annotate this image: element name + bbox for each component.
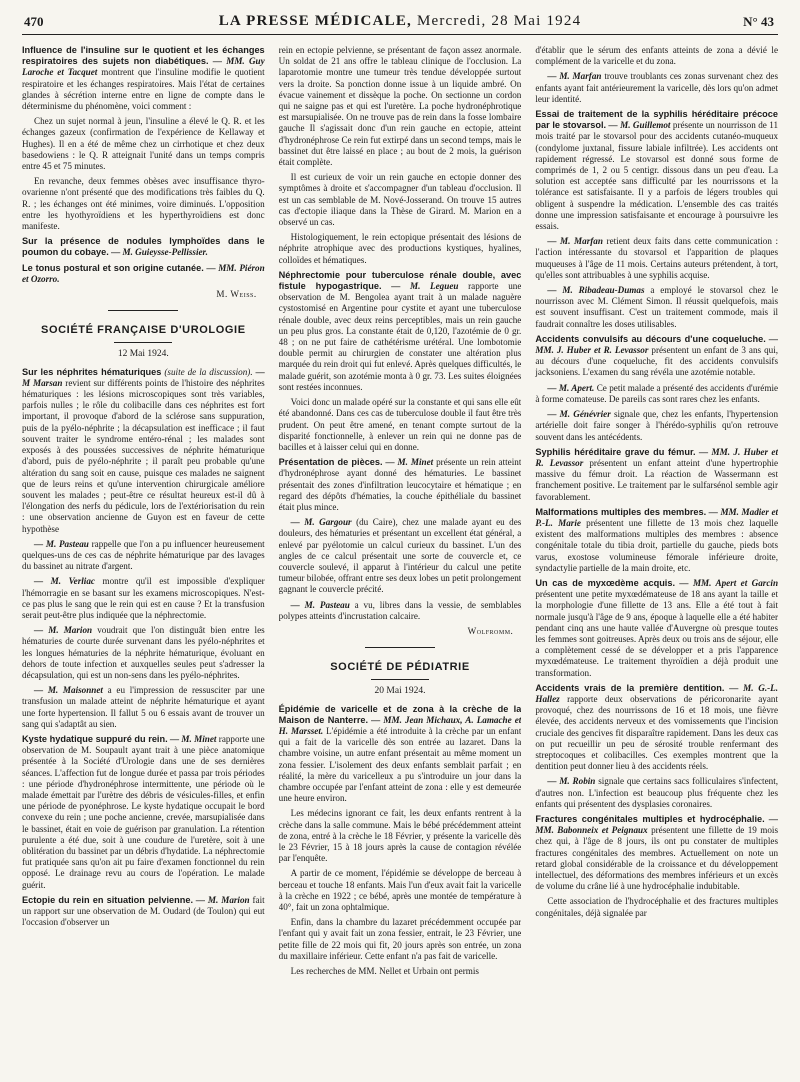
article-authors: — M. Minet bbox=[385, 457, 434, 468]
speaker: — M. Gargour bbox=[290, 517, 352, 528]
article-heading: Sur les néphrites hématuriques bbox=[22, 366, 162, 377]
article-text: rapporte deux observations de péricoronarite ayant provoqué, chez des nourrissons de 16 et 18 mois, une fièvre élevée, des accidents nerveux et des vomissements que l'incision cruciale des gencives fit disparaître rapidement. Dans les deux cas on put recueillir un peu de sérosité trouble renfermant des streptocoques et colibacilles. Ces exemples montrent que la dentition peut donner lieu à des accidents réels. bbox=[535, 693, 778, 772]
article-authors: — MM. J. Huber et R. Levassor bbox=[535, 446, 778, 468]
speaker: — M. Apert. bbox=[547, 382, 595, 393]
speaker-text: montre qu'il est impossible d'expliquer l'hémorragie en se basant sur les examens microscopiques. N'est-ce pas plus le sang que le rein qui est en cause ? Et la transfusion serait peut-être plus indiquée que la néphrectomie. bbox=[22, 576, 265, 620]
article-kyste bbox=[22, 734, 265, 891]
article-text: présentent une fillette de 13 mois chez laquelle existent des malformations multiples des membres : absence congénitale totale du tibia droit, partielle du gauche, pieds bots varus, exostose volumineuse fémorale inférieure droite, syndactylie partielle de la main droite, etc. bbox=[535, 517, 778, 573]
paragraph bbox=[535, 236, 778, 281]
paragraph: Chez un sujet normal à jeun, l'insuline a élevé le Q. R. et les échanges gazeux (confirmation de l'expérience de Kellaway et Hughes). Il en a été de même chez un cirrhotique et chez deux basedowiens : le Q. R atteignait l'unité dans un temps compris entre 45 et 75 minutes. bbox=[22, 116, 265, 172]
speaker-text: a employé le stovarsol chez le nourrisson avec M. Clément Simon. Il réussit quelquefois, mais est souvent insuffisant. C'est un traitement commode, mais il faudrait connaître les doses utilisables. bbox=[535, 285, 778, 329]
divider bbox=[365, 647, 435, 648]
paragraph bbox=[22, 685, 265, 730]
article-syphilis-femur bbox=[535, 447, 778, 503]
article-authors: — M Marsan bbox=[22, 366, 265, 388]
article-heading: Néphrectomie pour tuberculose rénale double, avec fistule hypogastrique. bbox=[278, 269, 522, 292]
text-columns bbox=[22, 45, 778, 1080]
paragraph: Voici donc un malade opéré sur la constante et qui sans elle eût été abandonné. Dans ces cas de tuberculose double il faut être très prudent. On peut être amené, en tenant compte surtout de la disparité fonctionnelle, à enlever un rein qui ne donne pas de bacilles et à laisser celui qui en donne. bbox=[278, 397, 522, 452]
article-text: L'épidémie a été introduite à la crèche par un enfant qui a fait de la varicelle dès son entrée au lazaret. Dans la chambre voisine, un autre enfant présentait au même moment un zona fessier. L'isolement des deux enfants semblait parfait ; en réalité, la mère du varicelleux a pu s'introduire un jour dans la chambre occupée par l'enfant atteint de zona : elle y est demeurée une heure environ. bbox=[278, 725, 522, 804]
article-heading: Le tonus postural et son origine cutanée. bbox=[22, 262, 204, 273]
article-text: rapporte une observation de M. Soupault ayant trait à une pièce anatomique présentée à la Société d'Urologie dans une de ses dernières séances. L'affection fut de longue durée et passa par trois périodes : une période d'hydronéphrose intermittente, une période où le malade émettait par l'urètre des débris de vésicules-filles, et enfin une période de pyonéphrose. Le kyste hydatique occupait le bord convexe du rein ; une poche ancienne, crevée, marsupialisée dans le bassinet, était en voie de guérison par granulation. La rétention purulente a été due, soit à une coudure de l'uretère, soit à une oblitération du bassinet par un débris d'hydatide. La néphrectomie fut pratiquée sans qu'on ait pu faire d'examen fonctionnel du rein opposé. Le drainage revu au cours de l'opération. Le malade guérit. bbox=[22, 733, 265, 890]
speaker: — M. Marion bbox=[34, 625, 93, 636]
article-heading: Syphilis héréditaire grave du fémur. bbox=[535, 446, 696, 457]
issue-date: Mercredi, 28 Mai 1924 bbox=[416, 13, 582, 29]
article-text: présente un rein atteint d'hydronéphrose ayant donné des hématuries. Le bassinet présentait des zones d'infiltration leucocytaire et hématique ; en regard des dépôts d'hématies, la couche épithéliale du bassinet était plus mince. bbox=[278, 457, 522, 512]
speaker: — M. Maisonnet bbox=[34, 685, 103, 696]
signature: Wolfromm. bbox=[467, 625, 514, 636]
speaker-text: Ce petit malade a présenté des accidents d'urémie à forme comateuse. De pareils cas sont rares chez les enfants. bbox=[535, 382, 778, 404]
speaker: — M. Verliac bbox=[34, 576, 95, 587]
article-text: présente un nourrisson de 11 mois traité par le stovarsol pour des accidents cutanéo-muqueux (condylome juxtanal, fissure labiale infiltrée). Les accidents ont rapidement régressé. Le stovarsol est donné sous forme de comprimés de 1, 2 ou 5 centigr. dissous dans un peu d'eau. La solution est acceptée sans difficulté par les nourrissons et la tolérance est satisfaisante. Il y a parfois de légers troubles qui obligent à suspendre la médication. L'ensemble des cas traités donne une impression satisfaisante et encourage à poursuivre les essais. bbox=[535, 120, 778, 232]
article-note: (suite de la discussion). bbox=[164, 366, 253, 377]
journal-masthead bbox=[22, 13, 778, 30]
article-text: rapporte une observation de M. Bengolea ayant trait à un malade naguère cystostomisé en Argentine pour cystite et ayant une tuberculose rénale double, avec deux reins perceptibles, mais un rein gauche un peu plus gros. La constante était de 0,120, l'azotémie de 0 gr. 48 ; on ne put faire de cathétérisme urétéral. Une lombotomie double permit au chirurgien de constater une altération plus marquée du rein droit qui fut enlevé. Après quelques difficultés, le malade guérit, son azotémie monta à 0 gr. 73. Les suites éloignées sont restées inconnues. bbox=[278, 281, 522, 392]
article-authors: — MM. Babonneix et Peignaux bbox=[535, 814, 778, 836]
speaker-text: retient deux faits dans cette communication : l'action intéressante du stovarsol et l'apparition de plaques muqueuses à l'âge de 11 mois. Certains auteurs prétendent, à tort, qu'elles sont attribuables à une syphilis acquise. bbox=[535, 236, 778, 280]
signature: M. Weiss. bbox=[216, 289, 257, 300]
section-date: 12 Mai 1924. bbox=[117, 349, 169, 360]
article-authors: — MM. Jean Michaux, A. Lamache et H. Marsset. bbox=[278, 714, 522, 736]
article-authors: — M. Guillemot bbox=[608, 120, 671, 131]
speaker: — M. Génévrier bbox=[547, 409, 611, 420]
paragraph: A partir de ce moment, l'épidémie se développe de berceau à berceau et touche 18 enfants. Mais l'un d'eux avait fait la varicelle à la crèche en 1922 ; ce bébé, après une montée de température à 40°, fait un zona ophtalmique. bbox=[278, 868, 522, 913]
speaker-text: rappelle que l'on a pu influencer heureusement quelques-uns de ces cas de néphrite hématurique par des lavages du bassinet au nitrate d'argent. bbox=[22, 538, 265, 572]
article-nephrectomie bbox=[279, 270, 522, 393]
speaker-text: voudrait que l'on distinguât bien entre les hématuries de courte durée survenant dans les pyélo-néphrites et les longues hématuries de la néphrite hématurique, évoluant en dehors de toute infection et auxquelles seules peut s'adresser la décapsulation, qui est un non-sens dans les pyélo-néphrites. bbox=[22, 625, 265, 680]
paragraph: Les recherches de MM. Nellet et Urbain ont permis bbox=[290, 966, 479, 977]
article-tonus bbox=[22, 263, 265, 285]
column-2 bbox=[279, 45, 522, 1080]
issue-number: N° 43 bbox=[743, 14, 774, 29]
speaker-text: signale que certains sacs folliculaires s'infectent, d'autres non. L'infection est beaucoup plus fréquente chez les enfants qui présentent des dysplasies coronaires. bbox=[535, 776, 778, 809]
paragraph: Cette association de l'hydrocéphalie et des fractures multiples congénitales, déjà signalée par bbox=[535, 896, 778, 918]
article-text: montrent que l'insuline modifie le quotient respiratoire et les échanges respiratoires. Mais l'état de certaines glandes à sécrétion interne entre en ligne de compte dans le déterminisme du phénomène, voici comment : bbox=[22, 67, 265, 112]
speaker: — M. Ribadeau-Dumas bbox=[547, 285, 645, 296]
paragraph: Histologiquement, le rein ectopique présentait des lésions de néphrite atrophique avec des productions kystiques, hyalines, colloïdes et hématiques. bbox=[278, 232, 522, 265]
article-myxoedeme bbox=[535, 578, 778, 679]
article-text: fait un rapport sur une observation de M. Oudard (de Toulon) qui eut l'occasion d'observer un bbox=[22, 894, 265, 928]
article-heading: Épidémie de varicelle et de zona à la crèche de la Maison de Nanterre. bbox=[278, 703, 522, 725]
article-text: revient sur différents points de l'histoire des néphrites hématuriques : les lésions microscopiques sont très variables, parfois nulles ; le rôle du colibacille dans ces néphrites est fort important, il provoque d'abord de la sclérose sans suppuration, puis de la pyélo-néphrite ; la décapsulation est inefficace ; il faut souvent traiter le syndrome entéro-rénal ; les malades sont exposés à des poussées successives de néphrite hématurique d'abord, puis de pyélo-néphrite ; il paraît peu probable qu'une altération du sang soit en cause, puisque ces malades ne saignent que de leurs reins et qu'une intervention chirurgicale améliore souvent les malades ; peut-être ce résultat heureux est-il dû à l'élongation des nerfs du pédicule, lors de l'extériorisation du rein : une observation ancienne de Guyon est en faveur de cette hypothèse bbox=[22, 377, 265, 534]
divider bbox=[371, 679, 429, 680]
paragraph bbox=[22, 576, 265, 621]
article-stovarsol bbox=[535, 109, 778, 232]
speaker: — M. Marfan bbox=[547, 71, 602, 82]
journal-title: LA PRESSE MÉDICALE, bbox=[218, 13, 412, 29]
paragraph: rein en ectopie pelvienne, se présentant de façon assez anormale. Un soldat de 21 ans offre le tableau clinique de l'occlusion. La laparotomie montre une tumeur très tendue développée surtout vers la droite. Sa ponction donne issue à un liquide ambré. On évacue vainement et dissèque la poche. On sectionne un cordon qui ne saigne pas et qui est l'uretère. La poche hydronéphrotique est marsupialisée. On ne trouve pas de rein dans la fosse lombaire gauche Il s'agissait donc d'un rein gauche en ectopie, atteint d'hydronéphrose Ce rein fut extirpé dans un second temps, mais le bassinet dut être laissé en place ; au bout de 2 mois, la guérison était complète. bbox=[278, 45, 522, 168]
paragraph bbox=[535, 409, 778, 443]
article-text: présentent un enfant de 3 ans qui, au décours d'une coqueluche, fit des accidents convulsifs jacksoniens. L'examen du sang révéla une azotémie notable. bbox=[535, 345, 778, 378]
page-header bbox=[22, 12, 778, 35]
paragraph bbox=[279, 517, 522, 595]
paragraph bbox=[535, 71, 778, 105]
article-authors: — M. Guieysse-Pellissier. bbox=[111, 247, 208, 258]
article-malformations bbox=[535, 507, 778, 574]
divider bbox=[114, 342, 172, 343]
article-heading: Essai de traitement de la syphilis héréditaire précoce par le stovarsol. bbox=[535, 109, 778, 131]
paragraph bbox=[535, 383, 778, 405]
article-heading: Malformations multiples des membres. bbox=[535, 506, 707, 517]
speaker: — M. Marfan bbox=[547, 236, 603, 247]
article-convulsifs bbox=[535, 334, 778, 379]
speaker-text: trouve troublants ces zonas survenant chez des enfants ayant fait antérieurement la varicelle, dès lors qu'on admet leur identité. bbox=[535, 71, 778, 104]
speaker-text: (du Caire), chez une malade ayant eu des douleurs, des hématuries et présentant un excellent état général, a enlevé par pyélotomie un calcul curieux du bassinet. L'un des angles de ce calcul présentait une sorte de couvercle et, ce couvercle soulevé, il apparut à l'intérieur du calcul une petite tumeur bilobée, offrant entre ses deux lobes un petit prolongement gagnant le couvercle précité. bbox=[278, 517, 522, 595]
article-text: présentent une petite myxœdémateuse de 18 ans ayant la taille et la morphologie d'une fillette de 13 ans. Elle a été tout à fait normale jusqu'à l'âge de 9 ans, époque à laquelle elle a été habiter pendant cinq ans une haute vallée d'Auvergne où presque toutes les femmes sont goitreuses. Après deux ou trois ans de séjour, elle a complètement cessé de se développer et a pris l'apparence myxœdémateuse. Le traitement thyroïdien a déjà produit une transformation. bbox=[535, 589, 778, 678]
article-heading: Un cas de myxœdème acquis. bbox=[535, 577, 676, 588]
article-fractures bbox=[535, 814, 778, 892]
speaker-text: a eu l'impression de ressusciter par une transfusion un malade atteint de néphrite hématurique et ayant une forte hypertension. Il fallut 5 ou 6 essais avant de trouver un sang qui s'adaptât au sien. bbox=[22, 685, 265, 729]
paragraph bbox=[279, 600, 522, 622]
section-header-urology bbox=[22, 325, 265, 360]
article-heading: Sur la présence de nodules lymphoïdes dans le poumon du cobaye. bbox=[22, 236, 265, 258]
paragraph: En revanche, deux femmes obèses avec insuffisance thyro-ovarienne n'ont présenté que des modifications très faibles du Q. R. ; les échanges ont été minimes, voire diminués. L'opposition entre les hyothyroïdiens et les hyperthyroïdiens est donc manifeste. bbox=[22, 176, 265, 232]
column-3 bbox=[535, 45, 778, 1080]
article-heading: Présentation de pièces. bbox=[278, 457, 383, 468]
article-authors: — M. Legueu bbox=[391, 281, 459, 292]
article-heading: Ectopie du rein en situation pelvienne. bbox=[22, 894, 194, 905]
article-text: présentent un enfant atteint d'une hypertrophie massive du fémur droit. La réaction de Wassermann est franchement positive. Le traitement par le sulfarsénol semble agir favorablement. bbox=[535, 457, 778, 502]
article-text: présentent une fillette de 19 mois chez qui, à l'âge de 8 jours, ils ont pu constater de multiples fractures congénitales des membres. Actuellement on note un retard global considérable de la croissance et du développement intellectuel, des déformations des membres inférieurs et un excès de volume du crâne lié à une hydrocéphalie indubitable. bbox=[535, 825, 778, 892]
speaker-text: a vu, libres dans la vessie, de semblables polypes atteints d'incrustation calcaire. bbox=[278, 599, 522, 621]
page-number: 470 bbox=[24, 14, 44, 29]
paragraph bbox=[535, 285, 778, 330]
divider bbox=[108, 310, 178, 311]
article-authors: — M. Minet bbox=[169, 733, 217, 744]
article-heading: Accidents convulsifs au décours d'une coqueluche. bbox=[535, 333, 766, 344]
article-insulin bbox=[22, 45, 265, 112]
column-1 bbox=[22, 45, 265, 1080]
article-heading: Influence de l'insuline sur le quotient et les échanges respiratoires des sujets non diabétiques. bbox=[22, 45, 265, 67]
paragraph bbox=[22, 625, 265, 681]
section-title: SOCIÉTÉ FRANÇAISE D'UROLOGIE bbox=[41, 324, 246, 337]
article-authors: — M. Marion bbox=[195, 894, 250, 905]
section-header-pediatrie bbox=[279, 662, 522, 697]
speaker: — M. Robin bbox=[547, 776, 596, 787]
paragraph: Enfin, dans la chambre du lazaret précédemment occupée par l'enfant qui y avait fait un zona fessier, entrait, le 23 Février, une petite fille de 22 mois qui fit, 20 jours après son entrée, un zona du maxillaire inférieur. Cette enfant n'a pas fait de varicelle. bbox=[278, 917, 522, 961]
article-authors: — MM. Apert et Garcin bbox=[679, 577, 778, 588]
article-heading: Kyste hydatique suppuré du rein. bbox=[22, 733, 168, 744]
article-heading: Fractures congénitales multiples et hydrocéphalie. bbox=[535, 814, 765, 824]
paragraph: Il est curieux de voir un rein gauche en ectopie donner des symptômes à droite et s'accompagner d'un tableau d'occlusion. Il est un cas semblable de M. Nové-Josserand. On trouve 15 autres cas d'ectopie iliaque dans la Thèse de Girard. M. Marion en a observé un cas. bbox=[278, 172, 522, 228]
article-authors: — M. G.-L. Hallez bbox=[535, 682, 778, 704]
section-date: 20 Mai 1924. bbox=[374, 686, 426, 697]
article-nodules bbox=[22, 236, 265, 258]
article-authors: — MM. Madier et P.-L. Marie bbox=[535, 506, 778, 528]
article-authors: — MM. Piéron et Ozorro. bbox=[22, 262, 265, 284]
article-pieces bbox=[279, 457, 522, 513]
article-authors: — MM. Guy Laroche et Tacquet bbox=[22, 56, 265, 78]
article-epidemie bbox=[279, 704, 522, 805]
speaker: — M. Pasteau bbox=[34, 538, 89, 549]
paragraph: Les médecins ignorant ce fait, les deux enfants rentrent à la crèche dans la salle commune. Mais le bébé précédemment atteint de zona, entré à la crèche le 18 Février, y présente la varicelle dès le 23 Février, 15 à 18 jours après la cause de contagion révélée par l'enquête. bbox=[278, 808, 522, 864]
speaker-text: signale que, chez les enfants, l'hypertension artérielle doit faire songer à l'hérédo-syphilis qu'on retrouve souvent dans les antécédents. bbox=[535, 409, 778, 442]
article-authors: — MM. J. Huber et R. Levassor bbox=[535, 333, 778, 356]
article-dentition bbox=[535, 683, 778, 773]
article-nephrites bbox=[22, 367, 265, 535]
speaker: — M. Pasteau bbox=[290, 599, 350, 610]
section-title: SOCIÉTÉ DE PÉDIATRIE bbox=[330, 661, 470, 674]
paragraph: d'établir que le sérum des enfants atteints de zona a dévié le complément de la varicelle et du zona. bbox=[535, 45, 778, 67]
paragraph bbox=[22, 539, 265, 573]
article-heading: Accidents vrais de la première dentition. bbox=[535, 682, 725, 693]
paragraph bbox=[535, 776, 778, 810]
article-ectopie bbox=[22, 895, 265, 929]
